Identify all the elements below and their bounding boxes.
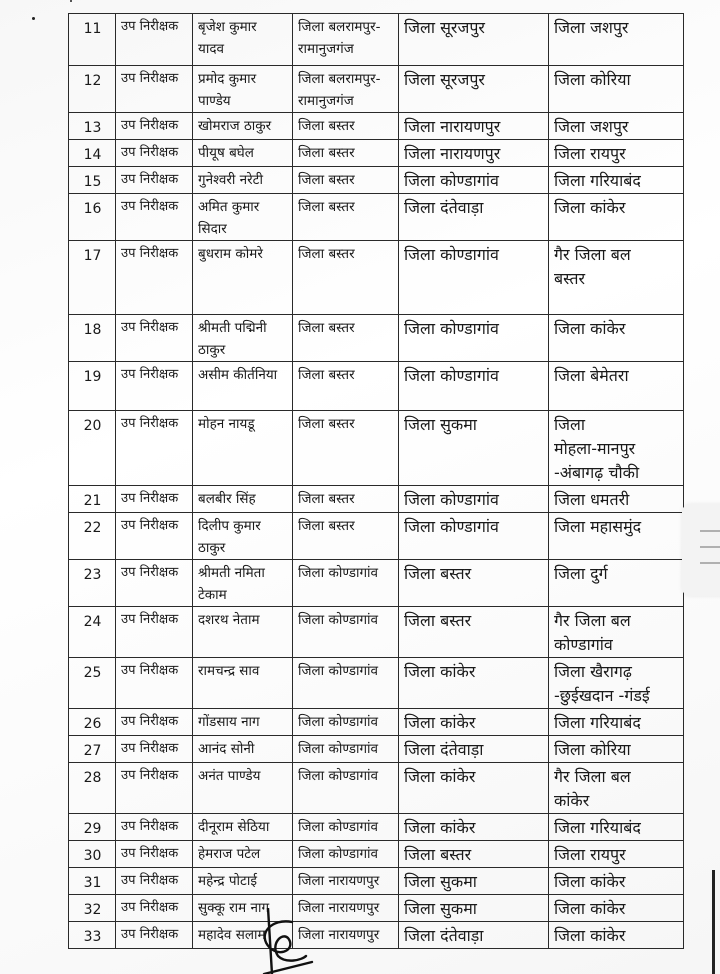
from-cell-line: जिला बस्तर (298, 246, 355, 262)
new-posting-cell-line: जिला गरियाबंद (554, 713, 641, 732)
rank-cell: उप निरीक्षक (116, 14, 193, 66)
rank-cell: उप निरीक्षक (116, 841, 193, 868)
sn-cell: 25 (69, 658, 116, 709)
name-cell-line: दीनूराम सेठिया (198, 819, 270, 835)
name-cell-line: मोहन नायडू (198, 416, 255, 432)
name-cell-line: यादव (198, 41, 225, 57)
name-cell (193, 513, 293, 560)
posting-cell-line: जिला सूरजपुर (404, 70, 485, 89)
table-row (69, 868, 684, 895)
from-cell-line: जिला बस्तर (298, 416, 355, 432)
table-row (69, 362, 684, 411)
new-posting-cell (549, 411, 684, 486)
posting-cell (399, 486, 549, 513)
name-cell-line: गुनेश्वरी नरेटी (198, 172, 263, 188)
posting-cell-line: जिला कोण्डागांव (404, 366, 499, 385)
from-cell-line: जिला बस्तर (298, 320, 355, 336)
sn-cell: 19 (69, 362, 116, 411)
table-row (69, 14, 684, 66)
new-posting-cell (549, 841, 684, 868)
sn-cell: 29 (69, 814, 116, 841)
posting-cell (399, 14, 549, 66)
new-posting-cell (549, 167, 684, 194)
sn-cell: 11 (69, 14, 116, 66)
table-row (69, 763, 684, 814)
from-cell-line: जिला कोण्डागांव (298, 741, 379, 757)
posting-cell-line: जिला दंतेवाड़ा (404, 198, 484, 217)
from-cell (293, 167, 399, 194)
new-posting-cell-line: जिला कोरिया (554, 70, 631, 89)
table-row (69, 560, 684, 607)
from-cell (293, 362, 399, 411)
new-posting-cell (549, 315, 684, 362)
name-cell-line: खोमराज ठाकुर (198, 118, 272, 134)
from-cell (293, 113, 399, 140)
name-cell-line: सिदार (198, 221, 227, 237)
name-cell-line: बलबीर सिंह (198, 491, 256, 507)
sn-cell: 26 (69, 709, 116, 736)
from-cell-line: जिला बस्तर (298, 518, 355, 534)
name-cell (193, 167, 293, 194)
table-row (69, 658, 684, 709)
new-posting-cell-line: जिला खैरागढ़ (554, 662, 632, 681)
from-cell (293, 736, 399, 763)
posting-cell (399, 241, 549, 315)
posting-cell (399, 709, 549, 736)
new-posting-cell-line: कोण्डागांव (554, 635, 613, 654)
new-posting-cell (549, 560, 684, 607)
name-cell-line: गोंडसाय नाग (198, 714, 260, 730)
name-cell-line: श्रीमती पद्मिनी (198, 320, 267, 336)
new-posting-cell (549, 763, 684, 814)
name-cell (193, 241, 293, 315)
posting-cell (399, 113, 549, 140)
table-row (69, 513, 684, 560)
rank-cell: उप निरीक्षक (116, 868, 193, 895)
sn-cell: 22 (69, 513, 116, 560)
table-row (69, 140, 684, 167)
rank-cell: उप निरीक्षक (116, 411, 193, 486)
posting-cell-line: जिला कोण्डागांव (404, 245, 499, 264)
new-posting-cell-line: मोहला-मानपुर (554, 439, 636, 458)
name-cell-line: बृजेश कुमार (198, 19, 257, 35)
from-cell (293, 763, 399, 814)
rank-cell: उप निरीक्षक (116, 167, 193, 194)
name-cell (193, 736, 293, 763)
sn-cell: 20 (69, 411, 116, 486)
table-row (69, 486, 684, 513)
from-cell (293, 658, 399, 709)
from-cell-line: जिला बस्तर (298, 367, 355, 383)
from-cell-line: रामानुजगंज (298, 93, 354, 109)
from-cell (293, 841, 399, 868)
from-cell-line: जिला कोण्डागांव (298, 819, 379, 835)
new-posting-cell (549, 113, 684, 140)
sn-cell: 15 (69, 167, 116, 194)
posting-cell-line: जिला कांकेर (404, 767, 476, 786)
sn-cell: 28 (69, 763, 116, 814)
from-cell-line: जिला बलरामपुर- (298, 71, 381, 87)
name-cell-line: दशरथ नेताम (198, 612, 260, 628)
rank-cell: उप निरीक्षक (116, 362, 193, 411)
sn-cell: 18 (69, 315, 116, 362)
new-posting-cell (549, 194, 684, 241)
transfer-table (68, 13, 684, 949)
new-posting-cell-line: जिला कांकेर (554, 198, 626, 217)
from-cell (293, 709, 399, 736)
name-cell (193, 841, 293, 868)
new-posting-cell-line: गैर जिला बल (554, 611, 631, 630)
posting-cell-line: जिला सुकमा (404, 899, 477, 918)
posting-cell (399, 315, 549, 362)
new-posting-cell (549, 513, 684, 560)
sn-cell: 13 (69, 113, 116, 140)
new-posting-cell (549, 868, 684, 895)
page-edge-shadow (712, 870, 715, 974)
hamburger-menu-icon (700, 530, 720, 532)
from-cell (293, 486, 399, 513)
sn-cell: 12 (69, 66, 116, 113)
name-cell (193, 868, 293, 895)
posting-cell-line: जिला कांकेर (404, 818, 476, 837)
rank-cell: उप निरीक्षक (116, 140, 193, 167)
new-posting-cell-line: गैर जिला बल (554, 245, 631, 264)
new-posting-cell (549, 241, 684, 315)
new-posting-cell-line: जिला कोरिया (554, 740, 631, 759)
posting-cell (399, 167, 549, 194)
new-posting-cell-line: जिला कांकेर (554, 872, 626, 891)
posting-cell-line: जिला बस्तर (404, 564, 472, 583)
name-cell (193, 486, 293, 513)
hamburger-menu-icon-line (700, 546, 720, 548)
posting-cell-line: जिला दंतेवाड़ा (404, 740, 484, 759)
posting-cell (399, 658, 549, 709)
rank-cell: उप निरीक्षक (116, 607, 193, 658)
posting-cell (399, 513, 549, 560)
name-cell-line: ठाकुर (198, 342, 226, 358)
rank-cell: उप निरीक्षक (116, 922, 193, 949)
posting-cell (399, 411, 549, 486)
name-cell-line: महेन्द्र पोटाई (198, 873, 257, 889)
rank-cell: उप निरीक्षक (116, 113, 193, 140)
from-cell-line: जिला नारायणपुर (298, 900, 380, 916)
table-row (69, 315, 684, 362)
table-row (69, 411, 684, 486)
name-cell (193, 709, 293, 736)
new-posting-cell (549, 362, 684, 411)
name-cell (193, 607, 293, 658)
new-posting-cell (549, 709, 684, 736)
posting-cell-line: जिला सूरजपुर (404, 18, 485, 37)
rank-cell: उप निरीक्षक (116, 241, 193, 315)
posting-cell (399, 560, 549, 607)
new-posting-cell (549, 736, 684, 763)
new-posting-cell (549, 895, 684, 922)
new-posting-cell-line: जिला गरियाबंद (554, 171, 641, 190)
table-row (69, 194, 684, 241)
posting-cell (399, 607, 549, 658)
new-posting-cell (549, 607, 684, 658)
name-cell (193, 140, 293, 167)
new-posting-cell-line: जिला गरियाबंद (554, 818, 641, 837)
name-cell (193, 658, 293, 709)
table-row (69, 66, 684, 113)
signature (262, 908, 326, 974)
new-posting-cell (549, 140, 684, 167)
posting-cell-line: जिला नारायणपुर (404, 117, 501, 136)
new-posting-cell (549, 66, 684, 113)
posting-cell-line: जिला बस्तर (404, 611, 472, 630)
name-cell (193, 411, 293, 486)
from-cell (293, 241, 399, 315)
new-posting-cell-line: जिला (554, 415, 586, 434)
name-cell-line: पीयूष बघेल (198, 145, 254, 161)
from-cell-line: जिला कोण्डागांव (298, 846, 379, 862)
scan-speck (32, 17, 35, 20)
rank-cell: उप निरीक्षक (116, 736, 193, 763)
transfer-table-body (69, 14, 684, 949)
from-cell (293, 560, 399, 607)
name-cell (193, 560, 293, 607)
new-posting-cell (549, 486, 684, 513)
table-row (69, 607, 684, 658)
table-row (69, 241, 684, 315)
from-cell-line: जिला कोण्डागांव (298, 768, 379, 784)
sn-cell: 33 (69, 922, 116, 949)
posting-cell-line: जिला नारायणपुर (404, 144, 501, 163)
new-posting-cell-line: -अंबागढ़ चौकी (554, 463, 640, 482)
from-cell (293, 814, 399, 841)
from-cell-line: जिला कोण्डागांव (298, 565, 379, 581)
name-cell (193, 194, 293, 241)
new-posting-cell-line: जिला कांकेर (554, 926, 626, 945)
name-cell-line: सुक्कू राम नाग (198, 900, 270, 916)
rank-cell: उप निरीक्षक (116, 486, 193, 513)
name-cell (193, 315, 293, 362)
from-cell (293, 513, 399, 560)
sn-cell: 32 (69, 895, 116, 922)
from-cell (293, 140, 399, 167)
table-row (69, 113, 684, 140)
from-cell (293, 411, 399, 486)
name-cell-line: असीम कीर्तनिया (198, 367, 278, 383)
rank-cell: उप निरीक्षक (116, 513, 193, 560)
table-row (69, 736, 684, 763)
name-cell-line: महादेव सलाम (198, 927, 266, 943)
name-cell-line: ठाकुर (198, 540, 226, 556)
new-posting-cell-line: जिला बेमेतरा (554, 366, 629, 385)
posting-cell (399, 362, 549, 411)
name-cell-line: हेमराज पटेल (198, 846, 261, 862)
table-row (69, 167, 684, 194)
from-cell (293, 868, 399, 895)
sn-cell: 27 (69, 736, 116, 763)
sn-cell: 14 (69, 140, 116, 167)
name-cell (193, 362, 293, 411)
posting-cell-line: जिला कोण्डागांव (404, 517, 499, 536)
name-cell (193, 814, 293, 841)
posting-cell (399, 194, 549, 241)
new-posting-cell-line: जिला धमतरी (554, 490, 630, 509)
from-cell-line: जिला बस्तर (298, 172, 355, 188)
from-cell-line: जिला बस्तर (298, 118, 355, 134)
name-cell-line: दिलीप कुमार (198, 518, 261, 534)
from-cell-line: जिला कोण्डागांव (298, 663, 379, 679)
posting-cell-line: जिला सुकमा (404, 872, 477, 891)
posting-cell (399, 895, 549, 922)
posting-cell (399, 841, 549, 868)
posting-cell (399, 736, 549, 763)
rank-cell: उप निरीक्षक (116, 66, 193, 113)
from-cell (293, 66, 399, 113)
new-posting-cell-line: जिला कांकेर (554, 319, 626, 338)
posting-cell (399, 140, 549, 167)
table-row (69, 814, 684, 841)
from-cell-line: जिला नारायणपुर (298, 873, 380, 889)
rank-cell: उप निरीक्षक (116, 658, 193, 709)
hamburger-menu-icon-line (700, 562, 720, 564)
from-cell-line: रामानुजगंज (298, 41, 354, 57)
from-cell-line: जिला बस्तर (298, 491, 355, 507)
new-posting-cell-line: जिला रायपुर (554, 144, 626, 163)
name-cell-line: आनंद सोनी (198, 741, 255, 757)
new-posting-cell-line: कांकेर (554, 791, 590, 810)
posting-cell (399, 922, 549, 949)
posting-cell-line: जिला कोण्डागांव (404, 171, 499, 190)
from-cell (293, 607, 399, 658)
new-posting-cell-line: जिला महासमुंद (554, 517, 642, 536)
posting-cell-line: जिला कोण्डागांव (404, 319, 499, 338)
new-posting-cell (549, 14, 684, 66)
sn-cell: 17 (69, 241, 116, 315)
new-posting-cell-line: जिला जशपुर (554, 18, 629, 37)
new-posting-cell-line: गैर जिला बल (554, 767, 631, 786)
from-cell-line: जिला बस्तर (298, 199, 355, 215)
posting-cell-line: जिला दंतेवाड़ा (404, 926, 484, 945)
sn-cell: 30 (69, 841, 116, 868)
name-cell (193, 763, 293, 814)
new-posting-cell-line: -छुईखदान -गंडई (554, 686, 650, 705)
name-cell-line: अमित कुमार (198, 199, 260, 215)
sn-cell: 21 (69, 486, 116, 513)
sn-cell: 24 (69, 607, 116, 658)
scan-speck (70, 0, 72, 2)
from-cell (293, 194, 399, 241)
rank-cell: उप निरीक्षक (116, 814, 193, 841)
sn-cell: 16 (69, 194, 116, 241)
table-row (69, 895, 684, 922)
posting-cell (399, 868, 549, 895)
from-cell-line: जिला बलरामपुर- (298, 19, 381, 35)
name-cell (193, 14, 293, 66)
rank-cell: उप निरीक्षक (116, 194, 193, 241)
name-cell (193, 66, 293, 113)
table-row (69, 709, 684, 736)
new-posting-cell (549, 658, 684, 709)
table-row (69, 841, 684, 868)
posting-cell-line: जिला बस्तर (404, 845, 472, 864)
rank-cell: उप निरीक्षक (116, 895, 193, 922)
posting-cell-line: जिला कांकेर (404, 713, 476, 732)
rank-cell: उप निरीक्षक (116, 763, 193, 814)
posting-cell (399, 814, 549, 841)
new-posting-cell-line: जिला दुर्ग (554, 564, 608, 583)
sn-cell: 31 (69, 868, 116, 895)
new-posting-cell-line: जिला जशपुर (554, 117, 629, 136)
name-cell-line: प्रमोद कुमार (198, 71, 257, 87)
name-cell-line: श्रीमती नमिता (198, 565, 265, 581)
new-posting-cell (549, 814, 684, 841)
new-posting-cell (549, 922, 684, 949)
posting-cell-line: जिला कांकेर (404, 662, 476, 681)
posting-cell-line: जिला कोण्डागांव (404, 490, 499, 509)
name-cell-line: पाण्डेय (198, 93, 231, 109)
table-row (69, 922, 684, 949)
side-panel-toggle[interactable] (682, 504, 720, 596)
new-posting-cell-line: जिला कांकेर (554, 899, 626, 918)
name-cell-line: अनंत पाण्डेय (198, 768, 261, 784)
rank-cell: उप निरीक्षक (116, 709, 193, 736)
from-cell-line: जिला कोण्डागांव (298, 612, 379, 628)
new-posting-cell-line: बस्तर (554, 269, 586, 288)
name-cell-line: रामचन्द्र साव (198, 663, 260, 679)
posting-cell (399, 66, 549, 113)
name-cell-line: टेकाम (198, 587, 227, 603)
new-posting-cell-line: जिला रायपुर (554, 845, 626, 864)
from-cell-line: जिला कोण्डागांव (298, 714, 379, 730)
from-cell-line: जिला नारायणपुर (298, 927, 380, 943)
posting-cell-line: जिला सुकमा (404, 415, 477, 434)
posting-cell (399, 763, 549, 814)
rank-cell: उप निरीक्षक (116, 560, 193, 607)
name-cell (193, 113, 293, 140)
name-cell-line: बुधराम कोमरे (198, 246, 263, 262)
from-cell (293, 14, 399, 66)
from-cell-line: जिला बस्तर (298, 145, 355, 161)
sn-cell: 23 (69, 560, 116, 607)
from-cell (293, 315, 399, 362)
rank-cell: उप निरीक्षक (116, 315, 193, 362)
